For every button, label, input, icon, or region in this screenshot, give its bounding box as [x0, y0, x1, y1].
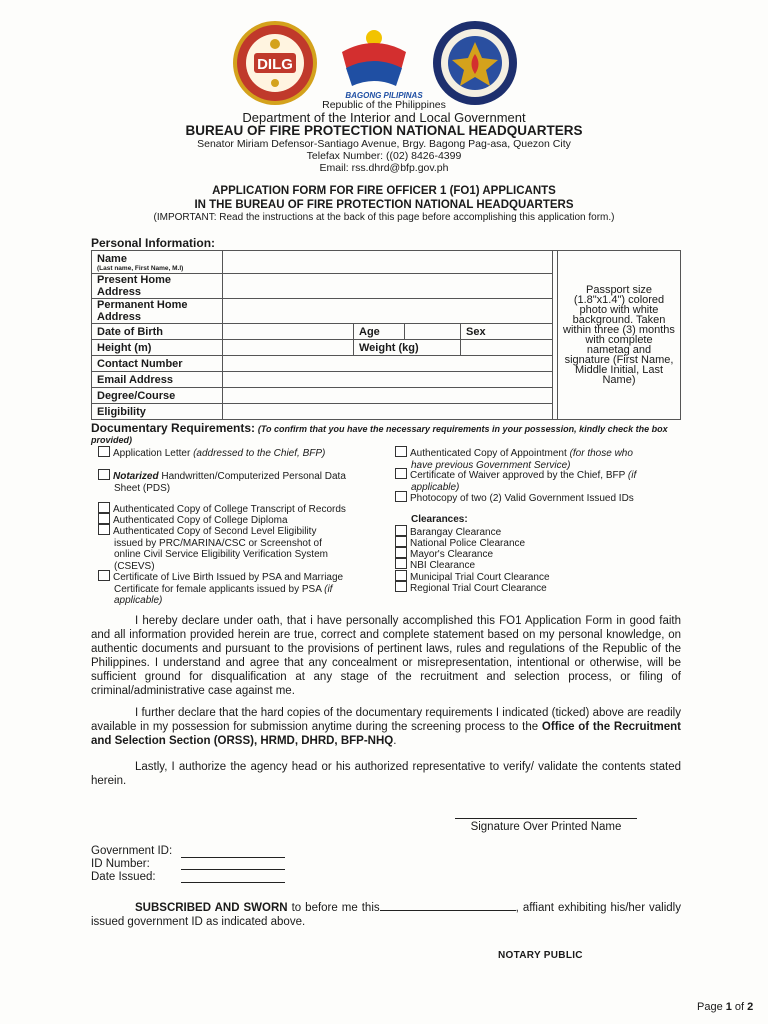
bfp-seal: [432, 20, 518, 106]
requirements-header: Documentary Requirements: (To confirm that you have the necessary requirements in your possession, kindly check the box provided): [91, 421, 668, 445]
gov-id-field[interactable]: [181, 857, 285, 858]
name-field[interactable]: [223, 251, 553, 274]
req-police-clearance[interactable]: National Police Clearance: [395, 536, 525, 550]
form-title-line1: APPLICATION FORM FOR FIRE OFFICER 1 (FO1) APPLICANTS: [212, 185, 556, 197]
sex-label: Sex: [466, 325, 486, 338]
bureau-title: BUREAU OF FIRE PROTECTION NATIONAL HEADQUARTERS: [185, 123, 583, 138]
important-note: (IMPORTANT: Read the instructions at the back of this page before accomplishing this application form.): [153, 212, 615, 223]
height-label: Height (m): [92, 340, 223, 356]
req-waiver[interactable]: Certificate of Waiver approved by the Chief, BFP (if applicable): [395, 468, 636, 493]
bagong-pilipinas-text: BAGONG PILIPINAS: [345, 91, 423, 100]
height-field[interactable]: [223, 340, 354, 356]
id-number-field[interactable]: [181, 869, 285, 870]
weight-field[interactable]: [461, 340, 553, 356]
telefax-text: Telefax Number: ((02) 8426-4399: [306, 150, 462, 162]
sex-cell[interactable]: [461, 324, 553, 340]
declaration-paragraph-1: I hereby declare under oath, that i have personally accomplished this FO1 Application Form in good faith and all information provided herein are true, correct and complete statement based on my personal knowledge, on authentic documents and pursuant to the provisions of pertinent laws, rules and regulations of the Republic of the Philippines. I understand and agree that any concealment or misrepresentation, intentional or otherwise, will be sufficient ground for disqualification at any stage of the recruitment and selection process, or filing of criminal/administrative case against me.: [91, 615, 681, 697]
checkbox[interactable]: [395, 558, 407, 569]
req-birth-certificate[interactable]: Certificate of Live Birth Issued by PSA and Marriage Certificate for female applicants issued by PSA (if applicable): [98, 570, 343, 607]
req-eligibility[interactable]: Authenticated Copy of Second Level Eligibility issued by PRC/MARINA/CSC or Screenshot of online Civil Service Eligibility Verification System (CSEVS): [98, 524, 328, 572]
checkbox[interactable]: [98, 446, 110, 457]
age-label: Age: [354, 324, 405, 340]
address-text: Senator Miriam Defensor-Santiago Avenue, Brgy. Bagong Pag-asa, Quezon City: [197, 138, 571, 150]
dilg-logo-text: DILG: [257, 56, 293, 73]
req-appointment[interactable]: Authenticated Copy of Appointment (for those who have previous Government Service): [395, 446, 633, 471]
present-address-field[interactable]: [223, 274, 553, 299]
id-labels: [91, 845, 172, 884]
req-rtc-clearance[interactable]: Regional Trial Court Clearance: [395, 581, 547, 595]
checkbox[interactable]: [395, 581, 407, 592]
checkbox[interactable]: [395, 536, 407, 547]
gov-id-label: Government ID:: [91, 845, 173, 857]
clearances-heading: Clearances:: [411, 514, 468, 525]
checkbox[interactable]: [98, 469, 110, 480]
signature-label: Signature Over Printed Name: [470, 821, 622, 833]
page-number: Page 1 of 2: [697, 1001, 754, 1013]
name-label: Name (Last name, First Name, M.I): [92, 251, 223, 274]
req-barangay-clearance[interactable]: Barangay Clearance: [395, 525, 501, 539]
age-field[interactable]: [405, 324, 461, 340]
notary-public-label: NOTARY PUBLIC: [498, 950, 583, 961]
present-address-label: Present Home Address: [92, 274, 223, 299]
req-diploma[interactable]: Authenticated Copy of College Diploma: [98, 513, 288, 527]
id-number-label: ID Number:: [91, 858, 150, 870]
checkbox[interactable]: [395, 547, 407, 558]
department-text: Department of the Interior and Local Government: [242, 110, 526, 125]
req-transcript[interactable]: Authenticated Copy of College Transcript of Records: [98, 502, 346, 516]
email-text: Email: rss.dhrd@bfp.gov.ph: [319, 162, 449, 174]
eligibility-label: Eligibility: [92, 404, 223, 420]
personal-info-table: [91, 250, 681, 420]
contact-label: Contact Number: [92, 356, 223, 372]
republic-text: Republic of the Philippines: [322, 99, 446, 111]
checkbox[interactable]: [395, 491, 407, 502]
email-field[interactable]: [223, 372, 553, 388]
permanent-address-field[interactable]: [223, 299, 553, 324]
req-pds[interactable]: Notarized Handwritten/Computerized Personal Data Sheet (PDS): [98, 469, 346, 494]
checkbox[interactable]: [98, 502, 110, 513]
email-label: Email Address: [92, 372, 223, 388]
sworn-date-field[interactable]: [380, 900, 516, 911]
personal-info-heading: Personal Information:: [91, 236, 216, 250]
checkbox[interactable]: [98, 570, 110, 581]
checkbox[interactable]: [395, 570, 407, 581]
date-issued-field[interactable]: [181, 882, 285, 883]
contact-field[interactable]: [223, 356, 553, 372]
signature-line[interactable]: [455, 818, 637, 819]
req-valid-ids[interactable]: Photocopy of two (2) Valid Government Issued IDs: [395, 491, 634, 505]
req-nbi-clearance[interactable]: NBI Clearance: [395, 558, 475, 572]
dob-field[interactable]: [223, 324, 354, 340]
permanent-address-label: Permanent Home Address: [92, 299, 223, 324]
checkbox[interactable]: [395, 446, 407, 457]
form-title-line2: IN THE BUREAU OF FIRE PROTECTION NATIONAL HEADQUARTERS: [194, 199, 574, 211]
checkbox[interactable]: [98, 513, 110, 524]
photo-box[interactable]: Passport size (1.8"x1.4") colored photo with white background. Taken within three (3) months with complete nametag and signature (First Name, Middle Initial, Last Name): [558, 251, 681, 420]
req-mayors-clearance[interactable]: Mayor's Clearance: [395, 547, 493, 561]
req-application-letter[interactable]: Application Letter (addressed to the Chief, BFP): [98, 446, 325, 460]
bagong-pilipinas-logo: [336, 24, 412, 94]
declaration-paragraph-2: I further declare that the hard copies of the documentary requirements I indicated (ticked) above are readily available in my possession for submission anytime during the screening process to the Office of the Recruitment and Selection Section (ORSS), HRMD, DHRD, BFP-NHQ.: [91, 707, 681, 747]
degree-field[interactable]: [223, 388, 681, 404]
weight-label: Weight (kg): [354, 340, 461, 356]
declaration-paragraph-3: Lastly, I authorize the agency head or his authorized representative to verify/ validate the contents stated herein.: [91, 761, 681, 787]
sworn-statement: SUBSCRIBED AND SWORN to before me this , affiant exhibiting his/her validly issued government ID as indicated above.: [91, 902, 681, 928]
checkbox[interactable]: [395, 525, 407, 536]
checkbox[interactable]: [98, 524, 110, 535]
degree-label: Degree/Course: [92, 388, 223, 404]
dob-label: Date of Birth: [92, 324, 223, 340]
eligibility-field[interactable]: [223, 404, 681, 420]
date-issued-label: Date Issued:: [91, 871, 156, 883]
req-mtc-clearance[interactable]: Municipal Trial Court Clearance: [395, 570, 550, 584]
checkbox[interactable]: [395, 468, 407, 479]
